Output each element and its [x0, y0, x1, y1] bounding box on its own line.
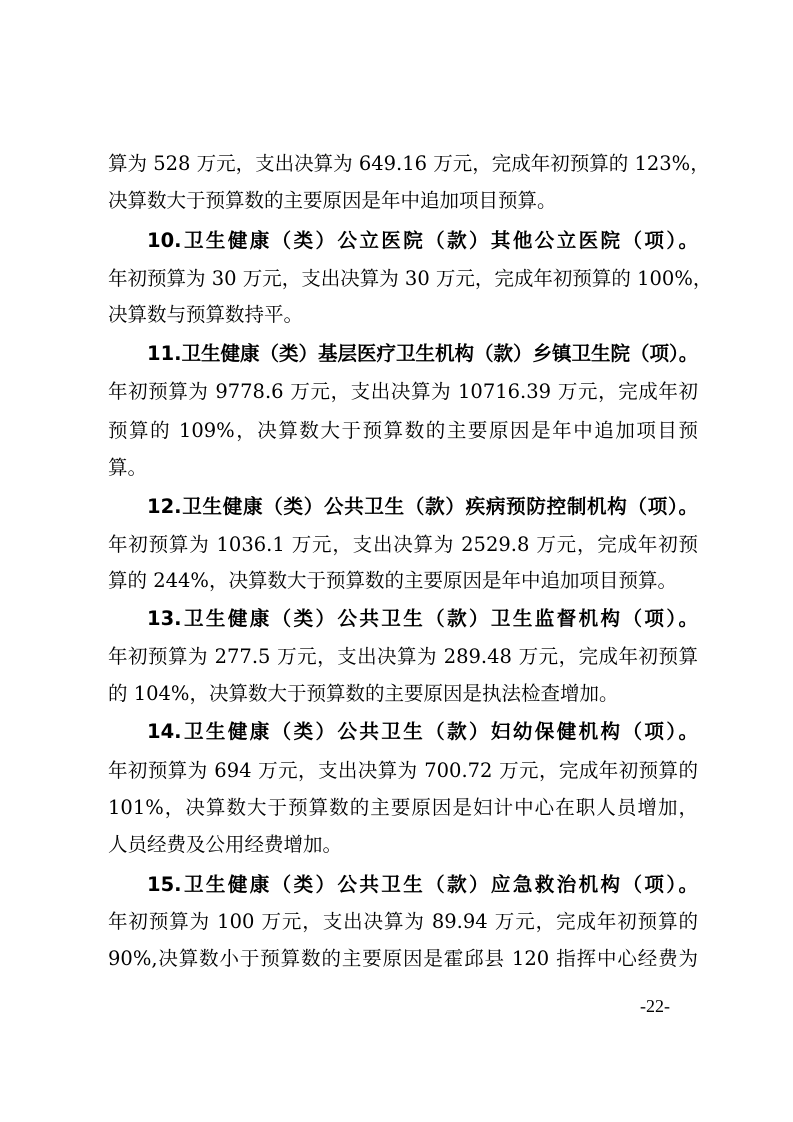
paragraph-line: 算为 528 万元，支出决算为 649.16 万元，完成年初预算的 123%，: [108, 152, 710, 175]
page-number: -22-: [640, 996, 670, 1016]
section-heading-10: 10.卫生健康（类）公立医院（款）其他公立医院（项）。: [147, 229, 698, 252]
section-heading-15: 15.卫生健康（类）公共卫生（款）应急救治机构（项）。: [147, 873, 698, 896]
paragraph-line: 的 104%，决算数大于预算数的主要原因是执法检查增加。: [108, 682, 619, 705]
paragraph-line: 90%,决算数小于预算数的主要原因是霍邱县 120 指挥中心经费为: [108, 947, 698, 970]
paragraph-line: 预算的 109%，决算数大于预算数的主要原因是年中追加项目预: [108, 419, 698, 442]
paragraph-line: 年初预算为 694 万元，支出决算为 700.72 万元，完成年初预算的: [108, 759, 698, 782]
section-heading-12: 12.卫生健康（类）公共卫生（款）疾病预防控制机构（项）。: [147, 495, 698, 518]
section-heading-11: 11.卫生健康（类）基层医疗卫生机构（款）乡镇卫生院（项）。: [147, 342, 699, 365]
section-heading-14: 14.卫生健康（类）公共卫生（款）妇幼保健机构（项）。: [147, 720, 698, 743]
paragraph-line: 年初预算为 277.5 万元，支出决算为 289.48 万元，完成年初预算: [108, 645, 698, 668]
paragraph-line: 决算数大于预算数的主要原因是年中追加项目预算。: [108, 189, 557, 212]
paragraph-line: 决算数与预算数持平。: [108, 303, 304, 326]
paragraph-line: 人员经费及公用经费增加。: [108, 833, 343, 856]
paragraph-line: 年初预算为 100 万元，支出决算为 89.94 万元，完成年初预算的: [108, 910, 698, 933]
section-heading-13: 13.卫生健康（类）公共卫生（款）卫生监督机构（项）。: [147, 607, 698, 630]
paragraph-line: 算的 244%，决算数大于预算数的主要原因是年中追加项目预算。: [108, 569, 677, 592]
paragraph-line: 年初预算为 9778.6 万元，支出决算为 10716.39 万元，完成年初: [108, 380, 698, 403]
paragraph-line: 年初预算为 30 万元，支出决算为 30 万元，完成年初预算的 100%，: [108, 267, 713, 290]
paragraph-line: 年初预算为 1036.1 万元，支出决算为 2529.8 万元，完成年初预: [108, 533, 698, 556]
paragraph-line: 算。: [108, 456, 148, 479]
paragraph-line: 101%，决算数大于预算数的主要原因是妇计中心在职人员增加，: [108, 796, 698, 819]
